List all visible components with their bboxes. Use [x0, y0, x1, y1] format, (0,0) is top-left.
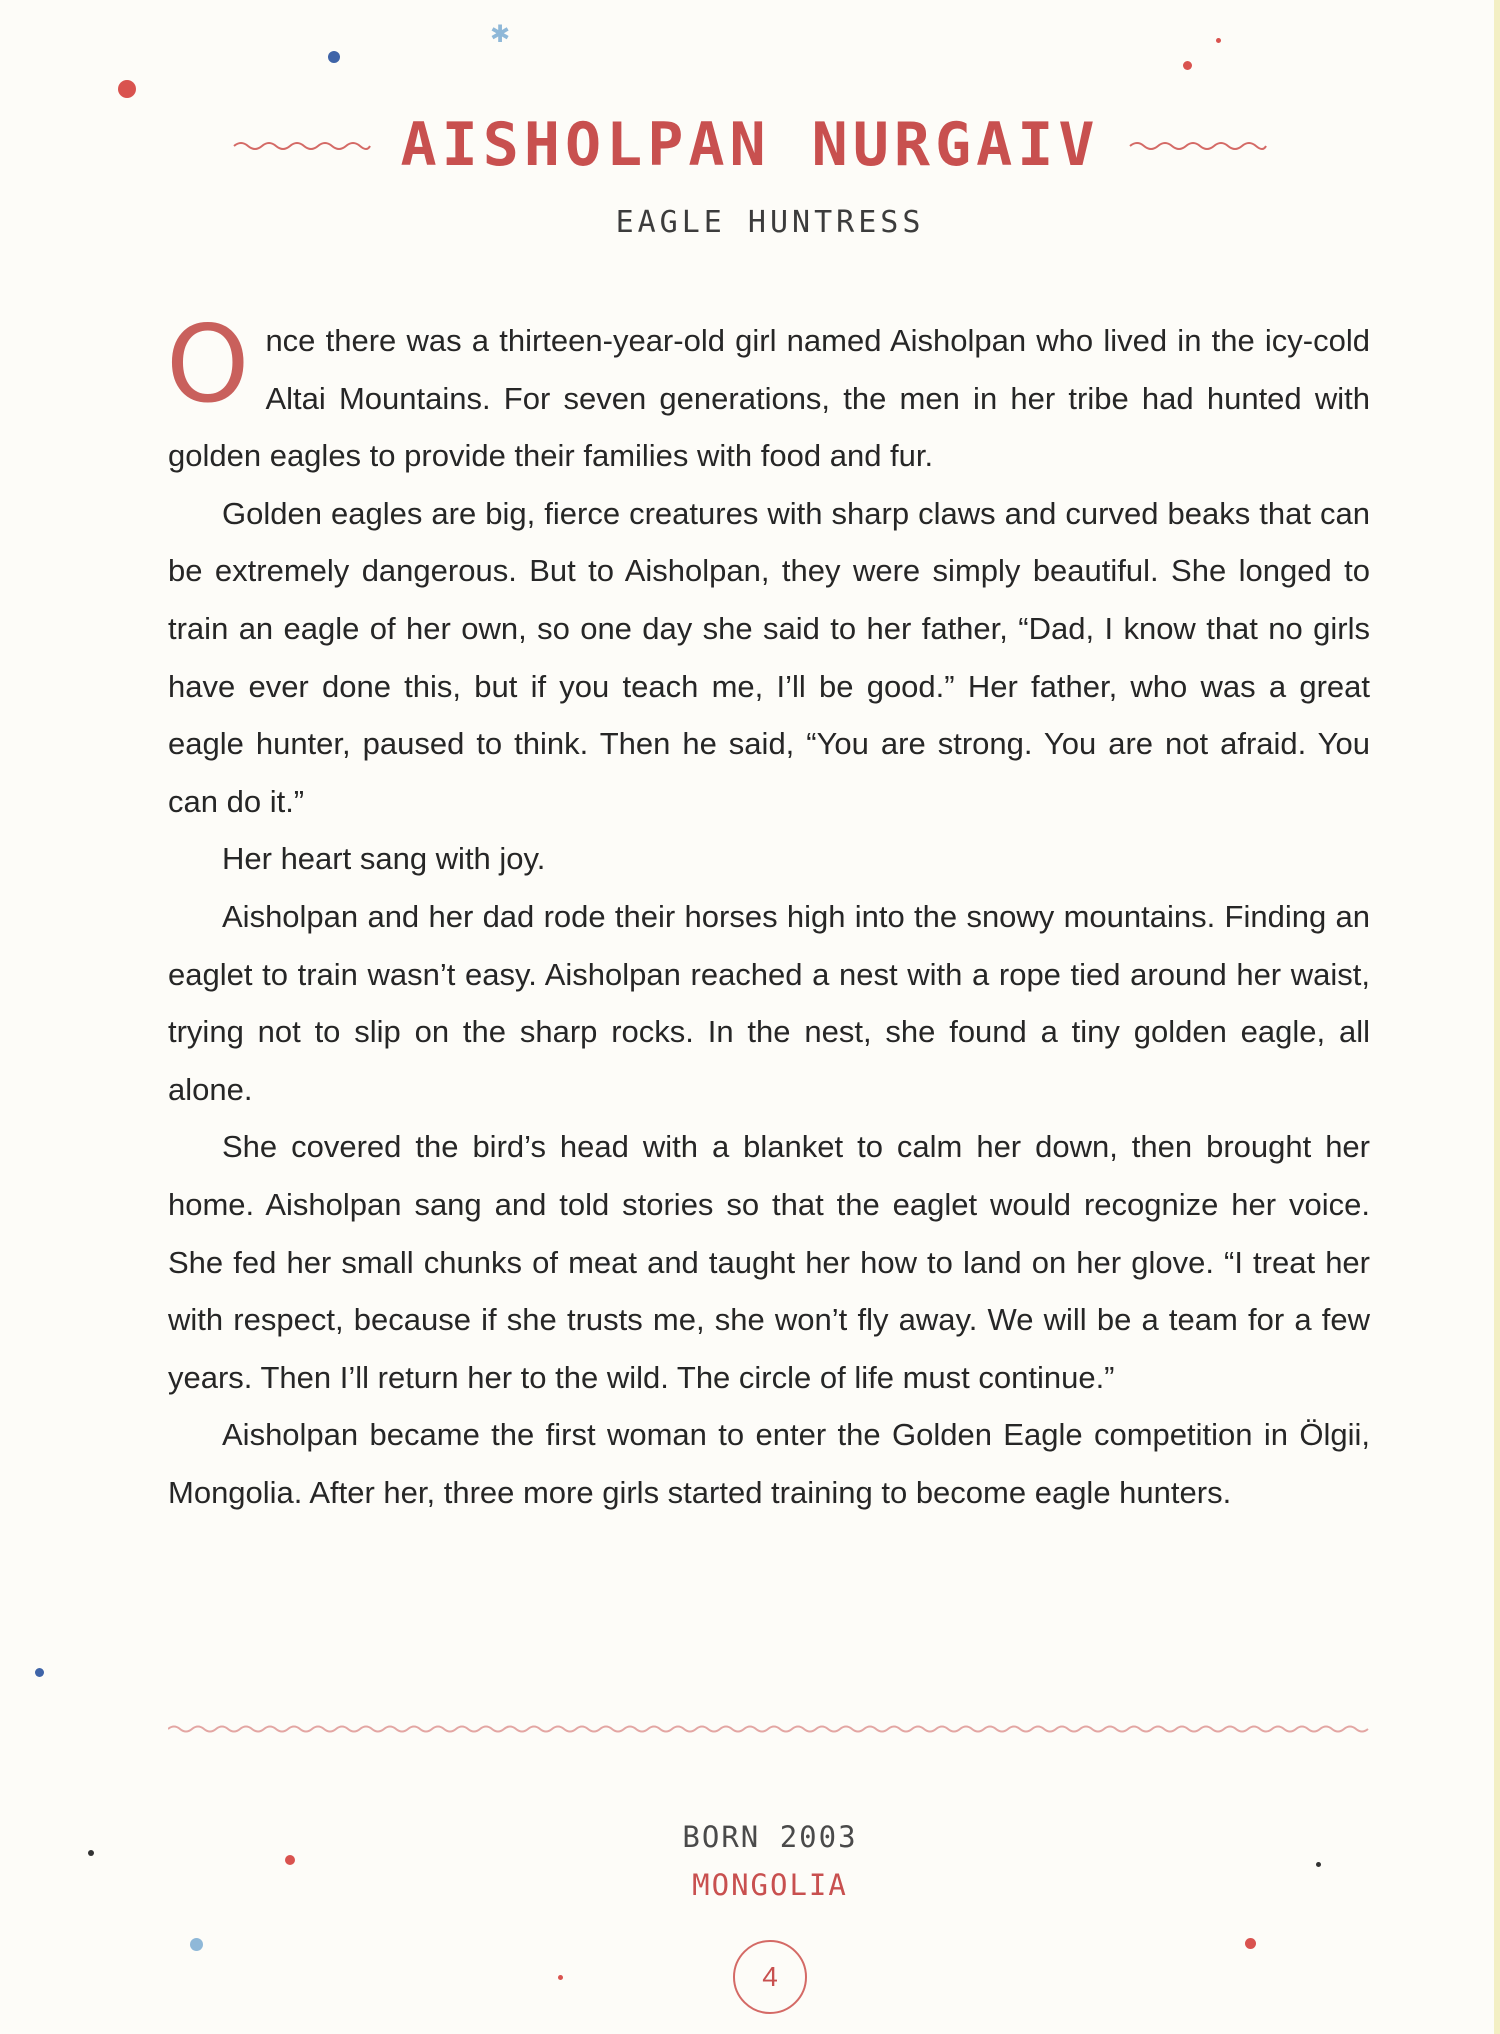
country: MONGOLIA — [692, 1868, 848, 1902]
page-number: 4 — [762, 1961, 778, 1992]
paragraph-text: nce there was a thirteen-year-old girl named Aisholpan who lived in the icy-cold Altai Mountains. For seven generations, the men in her tribe had hunted with golden eagles to provide their families with food and fur. — [168, 323, 1370, 474]
confetti-dot — [35, 1668, 44, 1677]
page-subtitle: EAGLE HUNTRESS — [615, 205, 925, 240]
story-paragraph: Her heart sang with joy. — [222, 841, 546, 877]
page-number-badge — [733, 1940, 807, 2014]
story-paragraph: She covered the bird’s head with a blanket to calm her down, then brought her home. Aisholpan sang and told stories so that the eaglet would recognize her voice. She fed her small chunks of meat and taught her how to land on her glove. “I treat her with respect, because if she trusts me, she won’t fly away. We will be a team for a few years. Then I’ll return her to the wild. The circle of life must continue.” — [168, 1129, 1370, 1395]
page-edge — [1494, 0, 1500, 2034]
story-paragraph: Aisholpan became the first woman to enter the Golden Eagle competition in Ölgii, Mongolia. After her, three more girls started training to become eagle hunters. — [168, 1417, 1370, 1510]
confetti-dot — [285, 1855, 295, 1865]
confetti-dot — [1216, 38, 1221, 43]
confetti-dot — [1245, 1938, 1256, 1949]
drop-cap: O — [166, 303, 250, 426]
wavy-ornament-left — [232, 138, 372, 152]
born-year: BORN 2003 — [682, 1820, 858, 1854]
confetti-dot — [118, 80, 136, 98]
confetti-dot — [558, 1975, 563, 1980]
story-body — [166, 303, 1370, 1521]
title-row — [0, 105, 1500, 185]
confetti-dot — [1183, 61, 1192, 70]
confetti-dot — [190, 1938, 203, 1951]
story-paragraph: Golden eagles are big, fierce creatures with sharp claws and curved beaks that can be extremely dangerous. But to Aisholpan, they were simply beautiful. She longed to train an eagle of her own, so one day she said to her father, “Dad, I know that no girls have ever done this, but if you teach me, I’ll be good.” Her father, who was a great eagle hunter, paused to think. Then he said, “You are strong. You are not afraid. You can do it.” — [168, 495, 1370, 819]
confetti-dot — [328, 51, 340, 63]
wavy-ornament-right — [1128, 138, 1268, 152]
star-icon: ✱ — [490, 20, 511, 48]
page-title: AISHOLPAN NURGAIV — [400, 110, 1100, 180]
confetti-dot — [1316, 1862, 1321, 1867]
story-paragraph — [166, 303, 1370, 485]
wavy-divider — [168, 1722, 1370, 1741]
story-paragraph: Aisholpan and her dad rode their horses high into the snowy mountains. Finding an eaglet to train wasn’t easy. Aisholpan reached a nest with a rope tied around her waist, trying not to slip on the sharp rocks. In the nest, she found a tiny golden eagle, all alone. — [168, 898, 1370, 1107]
